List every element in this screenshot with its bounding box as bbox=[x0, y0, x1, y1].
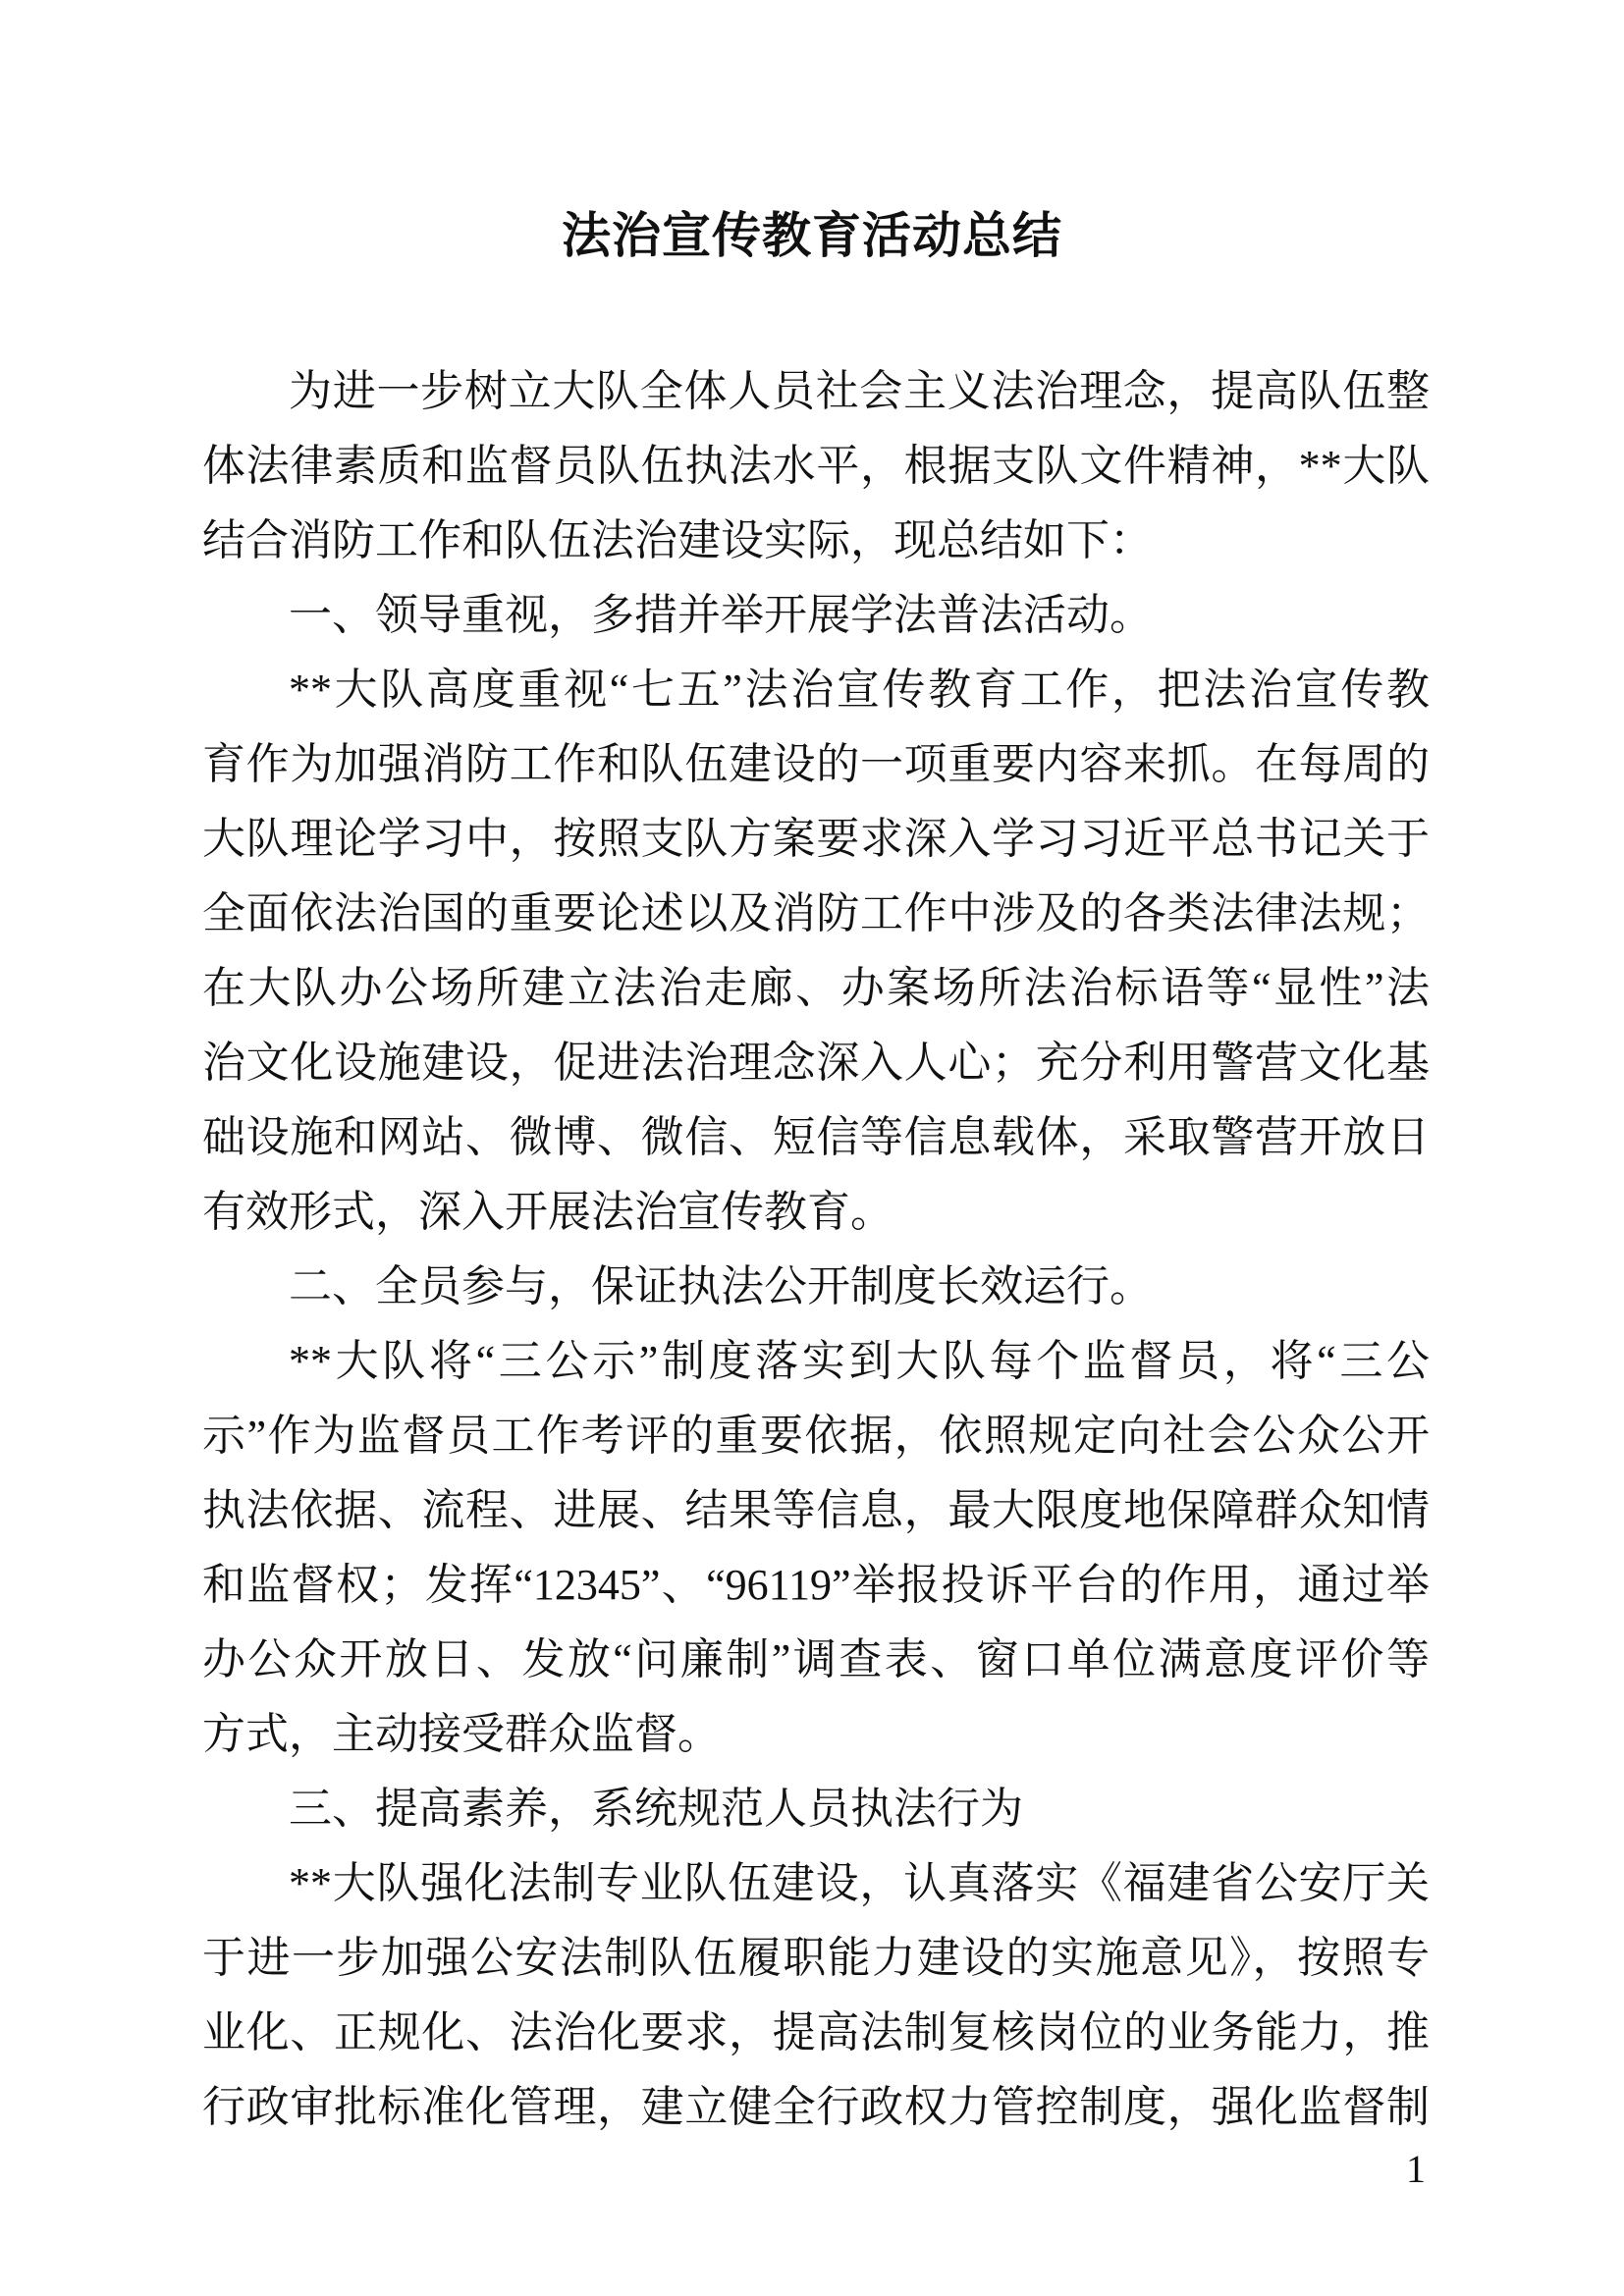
text-line: 在大队办公场所建立法治走廊、办案场所法治标语等“显性”法 bbox=[202, 964, 1430, 1012]
text-line: 三、提高素养，系统规范人员执法行为 bbox=[289, 1785, 1023, 1833]
text-line: 执法依据、流程、进展、结果等信息，最大限度地保障群众知情 bbox=[202, 1486, 1430, 1534]
section-heading bbox=[202, 1250, 1430, 1324]
text-line: **大队将“三公示”制度落实到大队每个监督员，将“三公 bbox=[289, 1337, 1430, 1385]
text-line: **大队高度重视“七五”法治宣传教育工作，把法治宣传教 bbox=[289, 666, 1430, 714]
text-line: 为进一步树立大队全体人员社会主义法治理念，提高队伍整 bbox=[289, 367, 1430, 415]
paragraph bbox=[202, 1846, 1430, 2145]
text-line: **大队强化法制专业队伍建设，认真落实《福建省公安厅关 bbox=[289, 1859, 1430, 1907]
text-line: 育作为加强消防工作和队伍建设的一项重要内容来抓。在每周的 bbox=[202, 740, 1430, 788]
page-number: 1 bbox=[1406, 2147, 1426, 2191]
paragraph bbox=[202, 653, 1430, 1250]
document-title: 法治宣传教育活动总结 bbox=[562, 208, 1062, 263]
text-line: 办公众开放日、发放“问廉制”调查表、窗口单位满意度评价等 bbox=[202, 1635, 1430, 1683]
section-heading bbox=[202, 578, 1430, 653]
text-line: 行政审批标准化管理，建立健全行政权力管控制度，强化监督制 bbox=[202, 2083, 1430, 2131]
text-line: 和监督权；发挥“12345”、“96119”举报投诉平台的作用，通过举 bbox=[202, 1561, 1430, 1609]
text-line: 有效形式，深入开展法治宣传教育。 bbox=[202, 1188, 893, 1236]
text-line: 一、领导重视，多措并举开展学法普法活动。 bbox=[289, 591, 1153, 639]
text-line: 础设施和网站、微博、微信、短信等信息载体，采取警营开放日 bbox=[202, 1113, 1430, 1161]
document-body bbox=[202, 354, 1430, 2145]
paragraph bbox=[202, 354, 1430, 578]
text-line: 全面依法治国的重要论述以及消防工作中涉及的各类法律法规； bbox=[202, 889, 1430, 937]
text-line: 于进一步加强公安法制队伍履职能力建设的实施意见》，按照专 bbox=[202, 1934, 1430, 1982]
text-line: 方式，主动接受群众监督。 bbox=[202, 1710, 721, 1758]
text-line: 体法律素质和监督员队伍执法水平，根据支队文件精神，**大队 bbox=[202, 442, 1430, 490]
text-line: 示”作为监督员工作考评的重要依据，依照规定向社会公众公开 bbox=[202, 1412, 1430, 1460]
paragraph bbox=[202, 1324, 1430, 1772]
text-line: 治文化设施建设，促进法治理念深入人心；充分利用警营文化基 bbox=[202, 1039, 1430, 1087]
text-line: 大队理论学习中，按照支队方案要求深入学习习近平总书记关于 bbox=[202, 815, 1430, 863]
text-line: 二、全员参与，保证执法公开制度长效运行。 bbox=[289, 1262, 1153, 1310]
text-line: 业化、正规化、法治化要求，提高法制复核岗位的业务能力，推 bbox=[202, 2008, 1430, 2056]
section-heading bbox=[202, 1772, 1430, 1846]
text-line: 结合消防工作和队伍法治建设实际，现总结如下： bbox=[202, 516, 1153, 564]
